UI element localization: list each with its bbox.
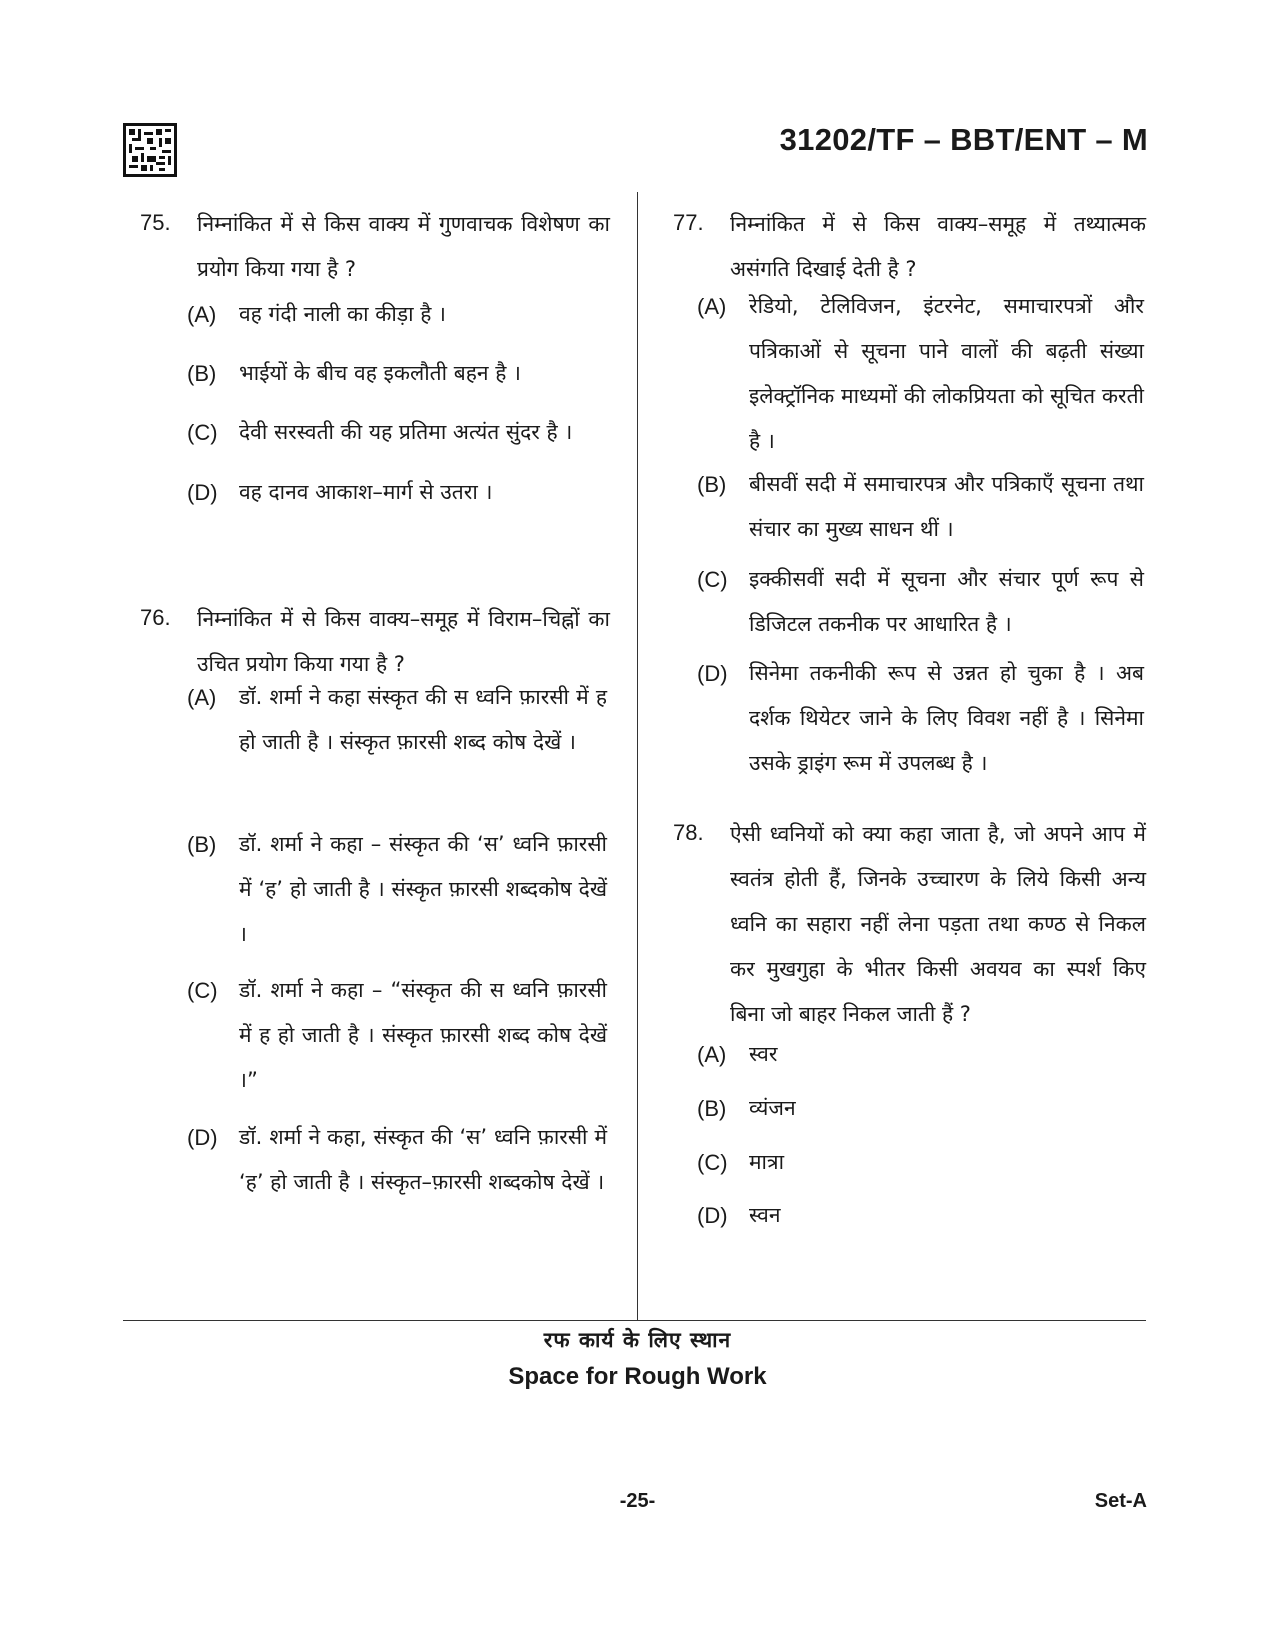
- option-78-d[interactable]: [697, 1193, 1144, 1238]
- footer-rule: [123, 1320, 1146, 1321]
- option-76-c[interactable]: [187, 968, 607, 1103]
- option-label: (B): [697, 1096, 727, 1121]
- option-text: रेडियो, टेलिविजन, इंटरनेट, समाचारपत्रों और पत्रिकाओं से सूचना पाने वालों की बढ़ती संख्या इलेक्ट्रॉनिक माध्यमों की लोकप्रियता को सूचित करती है ।: [749, 294, 1144, 453]
- question-text: निम्नांकित में से किस वाक्य में गुणवाचक विशेषण का प्रयोग किया गया है ?: [197, 212, 610, 281]
- option-text: सिनेमा तकनीकी रूप से उन्नत हो चुका है । अब दर्शक थियेटर जाने के लिए विवश नहीं है । सिनेमा उसके ड्राइंग रूम में उपलब्ध है ।: [749, 661, 1144, 775]
- option-label: (D): [187, 1125, 218, 1150]
- question-number: 78.: [673, 820, 704, 845]
- option-76-a[interactable]: [187, 675, 607, 765]
- paper-code: 31202/TF – BBT/ENT – M: [779, 122, 1148, 157]
- option-text: इक्कीसवीं सदी में सूचना और संचार पूर्ण रूप से डिजिटल तकनीक पर आधारित है ।: [749, 567, 1144, 636]
- option-text: बीसवीं सदी में समाचारपत्र और पत्रिकाएँ सूचना तथा संचार का मुख्य साधन थीं ।: [749, 472, 1144, 541]
- question-text: निम्नांकित में से किस वाक्य–समूह में तथ्यात्मक असंगति दिखाई देती है ?: [730, 212, 1146, 281]
- question-77: [673, 202, 1146, 292]
- option-text: भाईयों के बीच वह इकलौती बहन है ।: [239, 361, 522, 385]
- option-77-d[interactable]: [697, 651, 1144, 786]
- option-76-d[interactable]: [187, 1115, 607, 1205]
- option-text: वह गंदी नाली का कीड़ा है ।: [239, 302, 446, 326]
- option-label: (C): [187, 420, 218, 445]
- option-text: व्यंजन: [749, 1096, 796, 1120]
- option-label: (C): [697, 567, 728, 592]
- option-label: (C): [697, 1150, 728, 1175]
- question-number: 75.: [140, 210, 171, 235]
- option-77-a[interactable]: [697, 284, 1144, 464]
- column-divider: [637, 192, 638, 1320]
- option-75-a[interactable]: [187, 292, 607, 337]
- rough-work-label-english: Space for Rough Work: [508, 1363, 767, 1390]
- option-text: मात्रा: [749, 1150, 785, 1174]
- option-label: (B): [187, 361, 217, 386]
- rough-work-label-hindi: रफ कार्य के लिए स्थान: [543, 1328, 732, 1352]
- option-77-c[interactable]: [697, 557, 1144, 647]
- option-label: (C): [187, 978, 218, 1003]
- option-76-b[interactable]: [187, 822, 607, 957]
- option-75-c[interactable]: [187, 410, 612, 455]
- option-text: स्वन: [749, 1203, 781, 1227]
- question-text: ऐसी ध्वनियों को क्या कहा जाता है, जो अपने आप में स्वतंत्र होती हैं, जिनके उच्चारण के लिये किसी अन्य ध्वनि का सहारा नहीं लेना पड़ता तथा कण्ठ से निकल कर मुखगुहा के भीतर किसी अवयव का स्पर्श किए बिना जो बाहर निकल जाती हैं ?: [730, 822, 1146, 1026]
- option-78-c[interactable]: [697, 1140, 1144, 1185]
- option-77-b[interactable]: [697, 462, 1144, 552]
- question-text: निम्नांकित में से किस वाक्य–समूह में विराम–चिह्नों का उचित प्रयोग किया गया है ?: [197, 607, 610, 676]
- option-text: डॉ. शर्मा ने कहा संस्कृत की स ध्वनि फ़ारसी में ह हो जाती है । संस्कृत फ़ारसी शब्द कोष देखें ।: [239, 685, 607, 754]
- option-75-b[interactable]: [187, 351, 607, 396]
- option-label: (D): [697, 661, 728, 686]
- option-label: (A): [187, 302, 217, 327]
- option-label: (D): [187, 480, 218, 505]
- question-75: [140, 202, 610, 292]
- option-text: स्वर: [749, 1042, 778, 1066]
- option-text: डॉ. शर्मा ने कहा, संस्कृत की ‘स’ ध्वनि फ़ारसी में ‘ह’ हो जाती है । संस्कृत–फ़ारसी शब्दकोष देखें ।: [239, 1125, 607, 1194]
- option-text: देवी सरस्वती की यह प्रतिमा अत्यंत सुंदर है ।: [239, 420, 573, 444]
- set-label: Set-A: [1094, 1490, 1147, 1512]
- option-75-d[interactable]: [187, 470, 607, 515]
- option-78-a[interactable]: [697, 1032, 1144, 1077]
- option-label: (A): [187, 685, 217, 710]
- page-number: -25-: [619, 1490, 656, 1512]
- qr-code: [123, 123, 177, 177]
- question-78: [673, 812, 1146, 1037]
- option-78-b[interactable]: [697, 1086, 1144, 1131]
- option-text: डॉ. शर्मा ने कहा – संस्कृत की ‘स’ ध्वनि फ़ारसी में ‘ह’ हो जाती है । संस्कृत फ़ारसी शब्दकोष देखें ।: [239, 832, 607, 946]
- option-text: वह दानव आकाश–मार्ग से उतरा ।: [239, 480, 493, 504]
- question-76: [140, 597, 610, 687]
- question-number: 76.: [140, 605, 171, 630]
- option-label: (D): [697, 1203, 728, 1228]
- option-label: (B): [187, 832, 217, 857]
- question-number: 77.: [673, 210, 704, 235]
- option-label: (A): [697, 294, 727, 319]
- option-label: (B): [697, 472, 727, 497]
- option-text: डॉ. शर्मा ने कहा – “संस्कृत की स ध्वनि फ़ारसी में ह हो जाती है । संस्कृत फ़ारसी शब्द कोष देखें ।”: [239, 978, 607, 1092]
- option-label: (A): [697, 1042, 727, 1067]
